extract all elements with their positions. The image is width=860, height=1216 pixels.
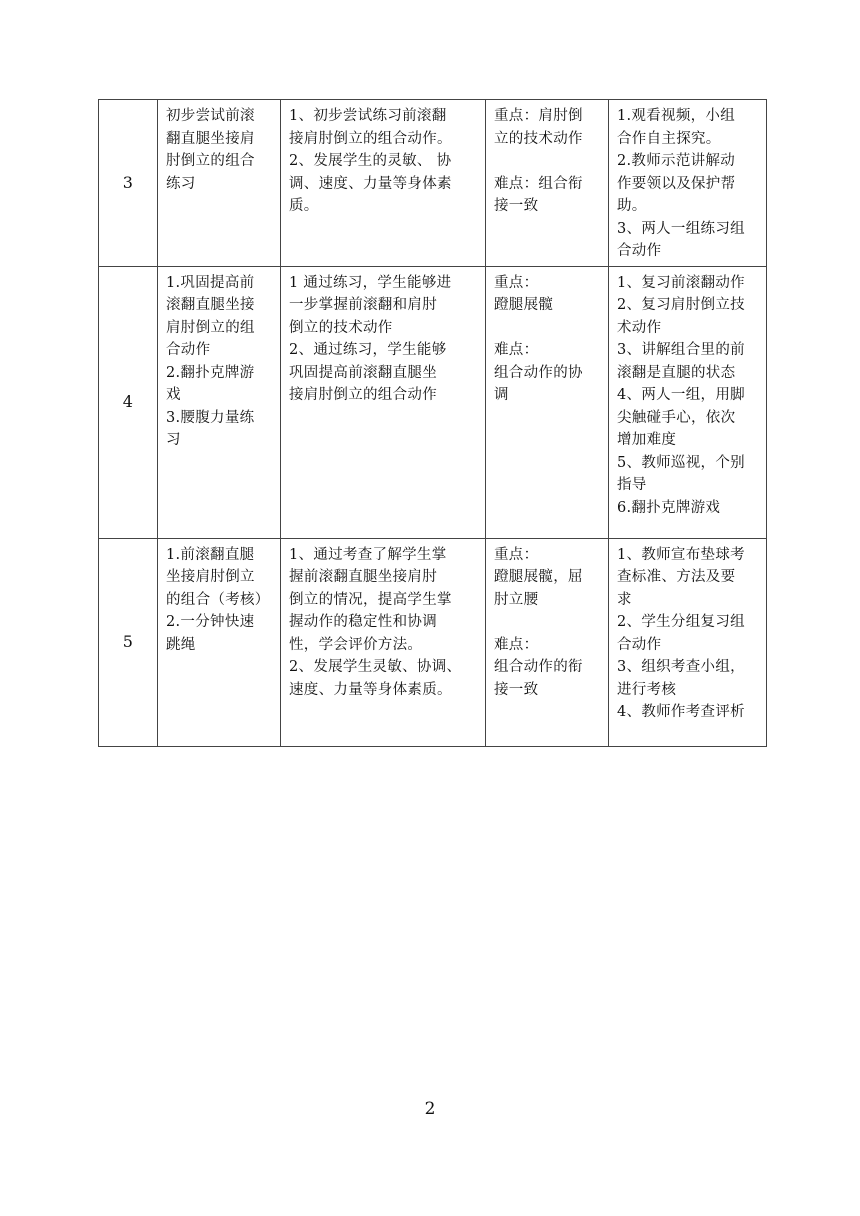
cell-text-line: 倒立的技术动作 bbox=[289, 319, 393, 336]
key-points-cell bbox=[486, 100, 609, 267]
lesson-number-cell bbox=[99, 538, 158, 746]
lesson-plan-table bbox=[98, 99, 767, 747]
cell-text-line: 助。 bbox=[617, 198, 647, 214]
cell-text-line: 接一致 bbox=[494, 681, 539, 698]
cell-text-line: 调 bbox=[494, 387, 509, 403]
lesson-number: 3 bbox=[122, 172, 134, 192]
cell-text-line: 握前滚翻直腿坐接肩肘 bbox=[289, 569, 437, 585]
cell-text-line: 性，学会评价方法。 bbox=[289, 636, 423, 653]
cell-text-line: 查标准、方法及要 bbox=[617, 569, 736, 585]
cell-text-line: 1 通过练习，学生能够进 bbox=[289, 274, 452, 291]
cell-text-line: 1.前滚翻直腿 bbox=[166, 546, 255, 563]
cell-text-line: 初步尝试前滚 bbox=[166, 108, 255, 124]
key-points-cell bbox=[486, 538, 609, 746]
table-row bbox=[99, 266, 767, 538]
cell-text-line: 1、初步尝试练习前滚翻 bbox=[289, 108, 447, 124]
cell-text-line: 3、组织考查小组， bbox=[617, 659, 745, 675]
cell-text-line: 肘倒立的组合 bbox=[166, 153, 255, 169]
cell-text-line: 求 bbox=[617, 591, 632, 608]
content-cell bbox=[158, 538, 281, 746]
cell-text-line: 4、两人一组，用脚 bbox=[617, 387, 745, 403]
blank-line bbox=[494, 317, 602, 340]
cell-text-line: 2.教师示范讲解动 bbox=[617, 153, 736, 169]
cell-text-line: 习 bbox=[166, 432, 181, 448]
cell-text-line: 合动作 bbox=[617, 636, 662, 653]
cell-text-line: 合动作 bbox=[617, 243, 662, 259]
cell-text-line: 重点： bbox=[494, 546, 539, 563]
cell-text-line: 滚翻是直腿的状态 bbox=[617, 364, 736, 381]
cell-text-line: 术动作 bbox=[617, 319, 662, 336]
cell-text-line: 2.翻扑克牌游 bbox=[166, 364, 255, 381]
cell-text-line: 作要领以及保护帮 bbox=[617, 175, 736, 192]
cell-text-line: 速度、力量等身体素质。 bbox=[289, 681, 452, 698]
cell-text-line: 4、教师作考查评析 bbox=[617, 704, 745, 720]
table-row bbox=[99, 538, 767, 746]
lesson-plan-body bbox=[99, 100, 767, 747]
cell-text-line: 1、通过考查了解学生掌 bbox=[289, 546, 447, 563]
cell-text-line: 肘立腰 bbox=[494, 591, 539, 608]
methods-cell bbox=[609, 100, 767, 267]
cell-text-line: 组合动作的协 bbox=[494, 364, 583, 381]
cell-text-line: 倒立的情况，提高学生掌 bbox=[289, 591, 452, 608]
goals-cell bbox=[281, 266, 486, 538]
methods-cell bbox=[609, 538, 767, 746]
cell-text-line: 1.巩固提高前 bbox=[166, 274, 255, 291]
lesson-number-cell bbox=[99, 266, 158, 538]
cell-text-line: 难点：组合衔 bbox=[494, 175, 583, 192]
cell-text-line: 练习 bbox=[166, 175, 196, 192]
cell-text-line: 重点：肩肘倒 bbox=[494, 108, 583, 124]
cell-text-line: 组合动作的衔 bbox=[494, 659, 583, 675]
cell-text-line: 1、复习前滚翻动作 bbox=[617, 274, 745, 291]
cell-text-line: 肩肘倒立的组 bbox=[166, 319, 255, 336]
cell-text-line: 2、复习肩肘倒立技 bbox=[617, 297, 745, 313]
cell-text-line: 合作自主探究。 bbox=[617, 130, 721, 147]
key-points-cell bbox=[486, 266, 609, 538]
cell-text-line: 翻直腿坐接肩 bbox=[166, 130, 255, 147]
cell-text-line: 合动作 bbox=[166, 342, 211, 358]
cell-text-line: 指导 bbox=[617, 477, 647, 493]
cell-text-line: 1.观看视频，小组 bbox=[617, 108, 736, 124]
cell-text-line: 接肩肘倒立的组合动作。 bbox=[289, 130, 452, 147]
cell-text-line: 接肩肘倒立的组合动作 bbox=[289, 387, 437, 403]
lesson-number: 4 bbox=[122, 391, 134, 411]
blank-line bbox=[494, 150, 602, 173]
cell-text-line: 3、两人一组练习组 bbox=[617, 220, 745, 237]
cell-text-line: 握动作的稳定性和协调 bbox=[289, 614, 437, 630]
cell-text-line: 质。 bbox=[289, 198, 319, 214]
cell-text-line: 蹬腿展髋 bbox=[494, 297, 554, 313]
cell-text-line: 2、通过练习，学生能够 bbox=[289, 342, 447, 358]
content-cell bbox=[158, 266, 281, 538]
cell-text-line: 进行考核 bbox=[617, 681, 677, 698]
cell-text-line: 2.一分钟快速 bbox=[166, 614, 255, 630]
cell-text-line: 难点： bbox=[494, 636, 539, 653]
cell-text-line: 一步掌握前滚翻和肩肘 bbox=[289, 297, 437, 313]
cell-text-line: 蹬腿展髋，屈 bbox=[494, 569, 583, 585]
cell-text-line: 坐接肩肘倒立 bbox=[166, 569, 255, 585]
cell-text-line: 戏 bbox=[166, 387, 181, 403]
cell-text-line: 难点： bbox=[494, 342, 539, 358]
cell-text-line: 2、发展学生的灵敏、 协 bbox=[289, 153, 452, 169]
cell-text-line: 2、发展学生灵敏、协调、 bbox=[289, 659, 462, 675]
goals-cell bbox=[281, 100, 486, 267]
blank-line bbox=[494, 611, 602, 634]
goals-cell bbox=[281, 538, 486, 746]
cell-text-line: 巩固提高前滚翻直腿坐 bbox=[289, 364, 437, 381]
methods-cell bbox=[609, 266, 767, 538]
cell-text-line: 重点： bbox=[494, 274, 539, 291]
cell-text-line: 接一致 bbox=[494, 198, 539, 214]
cell-text-line: 2、学生分组复习组 bbox=[617, 614, 745, 630]
cell-text-line: 滚翻直腿坐接 bbox=[166, 297, 255, 313]
lesson-number: 5 bbox=[122, 631, 134, 651]
lesson-number-cell bbox=[99, 100, 158, 267]
cell-text-line: 6.翻扑克牌游戏 bbox=[617, 499, 721, 516]
cell-text-line: 尖触碰手心，依次 bbox=[617, 409, 736, 426]
cell-text-line: 1、教师宣布垫球考 bbox=[617, 546, 745, 563]
cell-text-line: 增加难度 bbox=[617, 432, 677, 448]
content-cell bbox=[158, 100, 281, 267]
page-number: 2 bbox=[424, 1099, 436, 1119]
cell-text-line: 跳绳 bbox=[166, 636, 196, 653]
table-row bbox=[99, 100, 767, 267]
cell-text-line: 调、速度、力量等身体素 bbox=[289, 175, 452, 192]
cell-text-line: 的组合（考核） bbox=[166, 591, 270, 608]
cell-text-line: 3、讲解组合里的前 bbox=[617, 342, 745, 358]
cell-text-line: 3.腰腹力量练 bbox=[166, 409, 255, 426]
cell-text-line: 5、教师巡视，个别 bbox=[617, 454, 745, 471]
cell-text-line: 立的技术动作 bbox=[494, 130, 583, 147]
